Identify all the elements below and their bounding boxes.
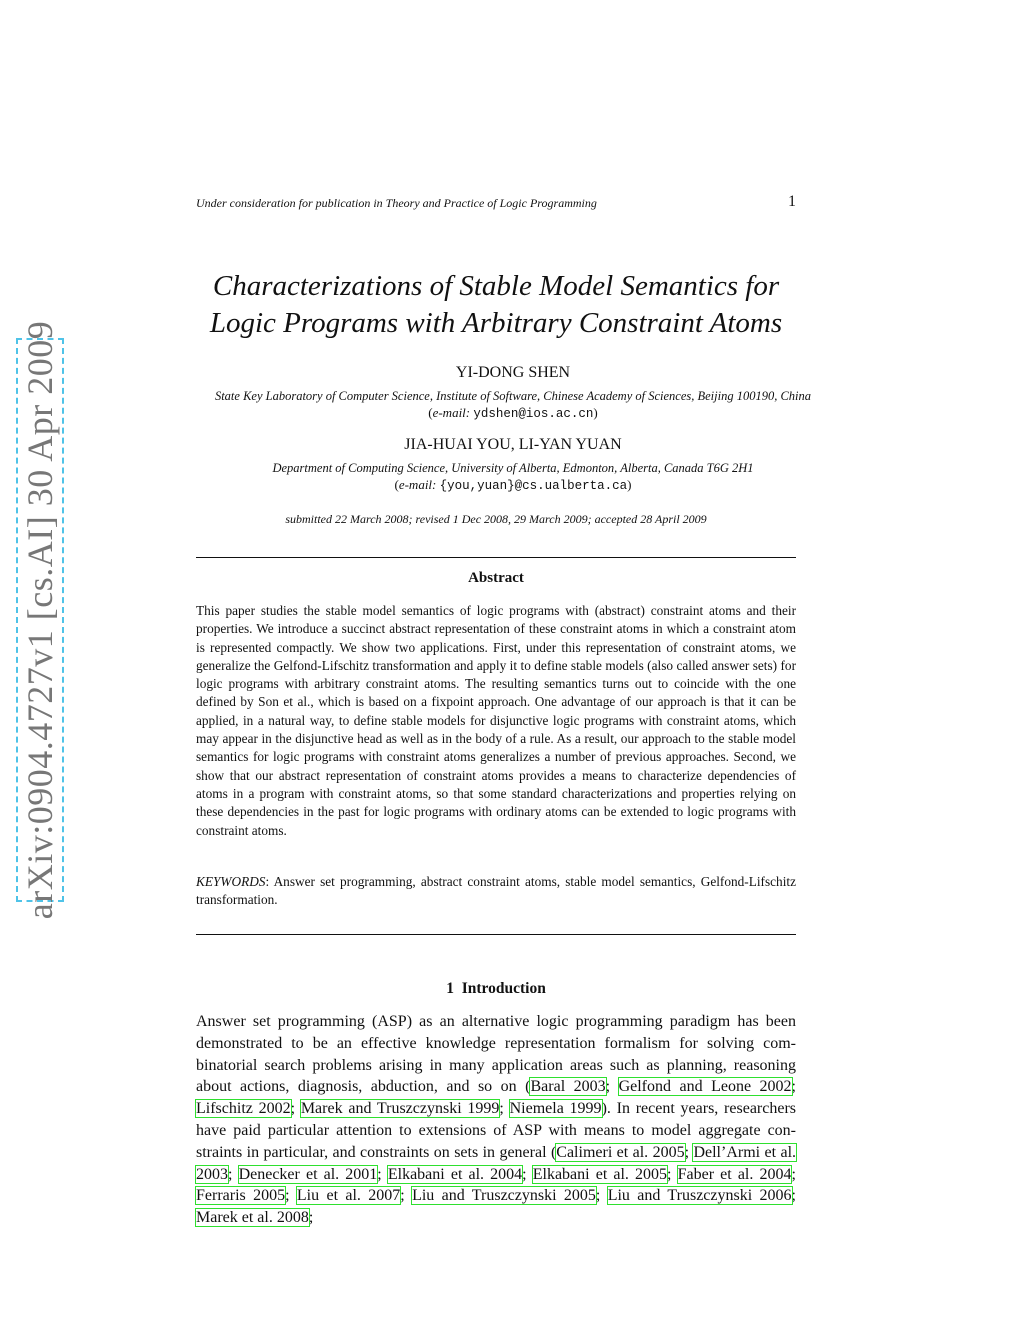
author-names-1: YI-DONG SHEN <box>455 364 571 381</box>
page-number: 1 <box>788 193 796 210</box>
citation-separator: ; <box>791 1187 796 1205</box>
citation-link[interactable]: Marek and Truszczynski 1999 <box>300 1100 500 1118</box>
citation-link[interactable]: Faber et al. 2004 <box>677 1165 792 1183</box>
citation-link[interactable]: Dell’Armi et al. 2003 <box>196 1143 797 1183</box>
section-number: 1 <box>446 980 454 997</box>
citation-link[interactable]: Liu and Truszczynski 2006 <box>607 1187 792 1205</box>
abstract-heading: Abstract <box>468 570 524 586</box>
citation-separator: ; <box>791 1078 796 1096</box>
citation-separator: ; <box>290 1100 301 1118</box>
author-affiliation-1: State Key Laboratory of Computer Science, Institute of Software, Chinese Academy of Sciences, Beijing 100190, China <box>214 389 812 403</box>
citation-separator: ; <box>667 1165 678 1183</box>
running-head: Under consideration for publication in Theory and Practice of Logic Programming <box>196 196 597 210</box>
keywords-label: KEYWORDS <box>196 874 266 889</box>
citation-separator: ; <box>377 1165 388 1183</box>
paper-title <box>196 268 796 342</box>
divider-bottom <box>196 934 796 935</box>
citation-link[interactable]: Elkabani et al. 2004 <box>387 1165 523 1183</box>
citation-separator: ; <box>791 1165 796 1183</box>
citation-link[interactable]: Marek et al. 2008 <box>196 1209 309 1227</box>
citation-separator: ; <box>285 1187 297 1205</box>
section-heading <box>196 980 796 998</box>
email-label: e-mail: <box>432 405 471 420</box>
intro-paragraph <box>196 1011 796 1229</box>
email-address[interactable]: ydshen@ios.ac.cn <box>473 407 594 421</box>
author-names-2: JIA-HUAI YOU, LI-YAN YUAN <box>404 436 622 453</box>
citation-separator: ; <box>400 1187 413 1205</box>
keywords <box>196 873 796 910</box>
arxiv-identifier: arXiv:0904.4727v1 [cs.AI] 30 Apr 2009 <box>20 320 60 920</box>
email-label: e-mail: <box>398 477 437 492</box>
citation-separator: ; <box>605 1078 619 1096</box>
citation-separator: ; <box>499 1100 510 1118</box>
title-line-2: Logic Programs with Arbitrary Constraint Atoms <box>209 307 783 339</box>
citation-separator: ; <box>684 1143 694 1161</box>
title-line-1: Characterizations of Stable Model Semantics for <box>212 270 780 302</box>
arxiv-stamp <box>16 320 64 920</box>
email-address[interactable]: {you,yuan}@cs.ualberta.ca <box>439 479 628 493</box>
citation-separator: ; <box>308 1209 314 1227</box>
author-email-2: (e-mail: {you,yuan}@cs.ualberta.ca) <box>394 477 632 493</box>
citation-link[interactable]: Liu and Truszczynski 2005 <box>412 1187 596 1205</box>
citation-link[interactable]: Liu et al. 2007 <box>296 1187 401 1205</box>
citation-separator: ; <box>595 1187 608 1205</box>
citation-link[interactable]: Elkabani et al. 2005 <box>532 1165 668 1183</box>
citation-link[interactable]: Gelfond and Leone 2002 <box>618 1078 792 1096</box>
citation-link[interactable]: Baral 2003 <box>530 1078 606 1096</box>
citation-link[interactable]: Denecker et al. 2001 <box>238 1165 378 1183</box>
citation-separator: ; <box>522 1165 533 1183</box>
author-email-1: (e-mail: ydshen@ios.ac.cn) <box>428 405 598 421</box>
section-title: Introduction <box>461 980 546 997</box>
citation-link[interactable]: Lifschitz 2002 <box>196 1100 291 1118</box>
citation-link[interactable]: Calimeri et al. 2005 <box>556 1143 685 1161</box>
intro-text-1: Answer set programming (ASP) as an alternative logic programming paradigm has been demonstrated to be an effective knowledge representation formalism for solving combinatorial search problems arising in many application areas such as planning, reasoning about actions, diagnosis, abduction, and so on ( <box>196 1013 796 1096</box>
citation-link[interactable]: Ferraris 2005 <box>196 1187 286 1205</box>
divider-top <box>196 557 796 558</box>
intro-text-2: ). In recent years, researchers have paid particular attention to extensions of ASP with means to model aggregate constraints in particular, and constraints on sets in general ( <box>196 1100 797 1161</box>
citation-link[interactable]: Niemela 1999 <box>509 1100 602 1118</box>
abstract-body: This paper studies the stable model semantics of logic programs with (abstract) constraint atoms and their properties. We introduce a succinct abstract representation of these constraint atoms in which a constraint atom is represented compactly. We show two applications. First, under this representation of constraint atoms, we generalize the Gelfond-Lifschitz transformation and apply it to define stable models (also called answer sets) for logic programs with arbitrary constraint atoms. The resulting semantics turns out to coincide with the one defined by Son et al., which is based on a fixpoint approach. One advantage of our approach is that it can be applied, in a natural way, to define stable models for disjunctive logic programs with constraint atoms, which may appear in the disjunctive head as well as in the body of a rule. As a result, our approach to the stable model semantics for logic programs with constraint atoms generalizes a number of previous approaches. Second, we show that our abstract representation of constraint atoms provides a means to characterize dependencies of atoms in a program with constraint atoms, so that some standard characterizations and properties relying on these dependencies in the past for logic programs with ordinary atoms can be extended to logic programs with constraint atoms. <box>196 603 796 838</box>
citation-separator: ; <box>228 1165 239 1183</box>
submission-history: submitted 22 March 2008; revised 1 Dec 2008, 29 March 2009; accepted 28 April 2009 <box>285 512 707 526</box>
keywords-text: : Answer set programming, abstract constraint atoms, stable model semantics, Gelfond-Lifschitz transformation. <box>196 874 796 908</box>
author-affiliation-2: Department of Computing Science, University of Alberta, Edmonton, Alberta, Canada T6G 2H1 <box>272 461 754 475</box>
